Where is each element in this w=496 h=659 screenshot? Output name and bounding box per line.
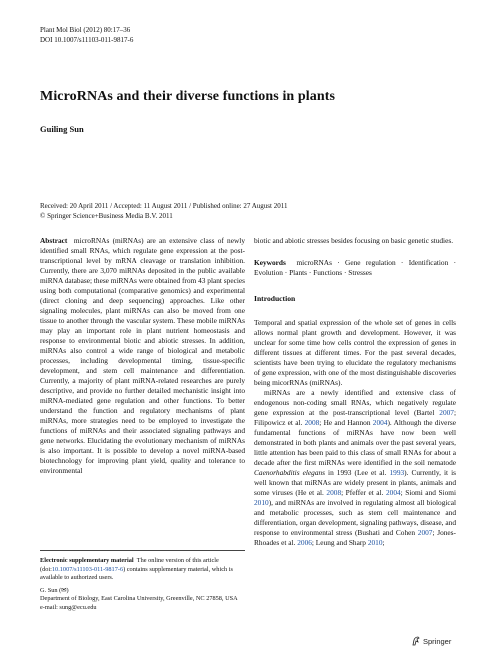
copyright: © Springer Science+Business Media B.V. 2011: [40, 211, 173, 220]
publication-history: [40, 202, 287, 221]
springer-horse-icon: [412, 636, 420, 646]
introduction-heading: Introduction: [254, 294, 296, 303]
publisher-name: Springer: [423, 636, 452, 646]
ref-link[interactable]: 2007: [417, 528, 433, 537]
ref-link[interactable]: 2006: [297, 538, 312, 547]
intro-paragraph-1: Temporal and spatial expression of the whole set of genes in cells allows normal plant growth and development. However, it was unclear for some time how cells control the expression of genes in different tissues at different times. For the past several decades, scientists have been trying to elucidate the regulatory mechanisms of gene expression, with one of the most distinguishable discoveries being micorRNAs (miRNAs).: [254, 318, 456, 387]
article-title: MicroRNAs and their diverse functions in plants: [40, 89, 336, 104]
author-email[interactable]: e-mail: sung@ecu.edu: [40, 603, 97, 611]
ref-link[interactable]: 2010: [367, 538, 383, 547]
ref-link[interactable]: 2007: [439, 408, 454, 417]
esm-label: Electronic supplementary material: [40, 557, 134, 564]
right-column: [254, 236, 456, 548]
species-name: Caenorhabditis elegans: [254, 468, 326, 477]
abstract-label: Abstract: [40, 236, 68, 245]
journal-citation: Plant Mol Biol (2012) 80:17–36: [40, 26, 131, 34]
esm-doi-link[interactable]: 10.1007/s11103-011-9817-6: [51, 565, 124, 573]
running-header: [40, 26, 133, 45]
abstract: [40, 236, 245, 476]
ref-link[interactable]: 2004: [385, 488, 401, 497]
author-name: Guiling Sun: [40, 124, 84, 134]
footnote-divider: [40, 550, 245, 551]
ref-link[interactable]: 2008: [304, 418, 320, 427]
keywords-text: microRNAs · Gene regulation · Identification · Evolution · Plants · Functions · Stresses: [254, 258, 457, 277]
corresponding-author: G. Sun (✉): [40, 586, 69, 594]
esm-note: Electronic supplementary material The online version of this article (doi:10.1007/s11103-011-9817-6) contains supplementary material, which is available to authorized users.: [40, 557, 233, 581]
abstract-column: [40, 236, 245, 476]
ref-link[interactable]: 1993: [389, 468, 405, 477]
intro-paragraph-2: miRNAs are a newly identified and extensive class of endogenous non-coding small RNAs, which negatively regulate gene expression at the post-transcriptional level (Bartel 2007; Filipowicz et al. 2008; He and Hannon 2004). Although the diverse fundamental functions of miRNAs have now been well demonstrated in both plants and animals over the past several years, little attention has been paid to this class of small RNAs for about a decade after the first miRNAs were identified in the soil nematode Caenorhabditis elegans in 1993 (Lee et al. 1993). Currently, it is well known that miRNAs are widely present in plants, animals and some viruses (He et al. 2008; Pfeffer et al. 2004; Siomi and Siomi 2010), and miRNAs are involved in regulating almost all biological and metabolic processes, such as stem cell maintenance and differentiation, organ development, signaling pathways, disease, and response to environmental stress (Bushati and Cohen 2007; Jones-Rhoades et al. 2006; Leung and Sharp 2010;: [254, 388, 457, 547]
ref-link[interactable]: 2004: [372, 418, 388, 427]
received-dates: Received: 20 April 2011 / Accepted: 11 August 2011 / Published online: 27 August 2011: [40, 202, 288, 210]
doi: DOI 10.1007/s11103-011-9817-6: [40, 35, 134, 44]
keywords-label: Keywords: [254, 258, 286, 267]
publisher-logo: [412, 636, 451, 646]
keywords: [254, 258, 456, 278]
ref-link[interactable]: 2008: [326, 488, 342, 497]
abstract-text: microRNAs (miRNAs) are an extensive class of newly identified small RNAs, which regulate gene expression at the post-transcriptional level by mRNA cleavage or translation inhibition. Currently, there are 3,070 miRNAs deposited in the public available miRNA database; these miRNAs were obtained from 43 plant species using both computational (comparative genomics) and experimental (direct cloning and deep sequencing) approaches. Like other signaling molecules, plant miRNAs can also be moved from one tissue to another through the vascular system. These mobile miRNAs may play an important role in plant nutrient homeostasis and response to environmental biotic and abiotic stresses. In addition, miRNAs also control a wide range of biological and metabolic processes, including developmental timing, tissue-specific development, and stem cell maintenance and differentiation. Currently, a majority of plant miRNA-related researches are purely descriptive, and provide no further detailed mechanistic insight into miRNA-mediated gene regulation and other functions. To better understand the function and regulatory mechanisms of plant miRNAs, more strategies need to be employed to investigate the functions of miRNAs and their associated signaling pathways and gene networks. Elucidating the evolutionary mechanism of miRNAs is also important. It is possible to develop a novel miRNA-based biotechnology for improving plant yield, quality and tolerance to environmental: [40, 236, 246, 475]
footnote: [40, 557, 245, 612]
affiliation: Department of Biology, East Carolina University, Greenville, NC 27858, USA: [40, 595, 238, 602]
abstract-continued: biotic and abiotic stresses besides focusing on basic genetic studies.: [254, 236, 454, 245]
ref-link[interactable]: 2010: [254, 498, 269, 507]
